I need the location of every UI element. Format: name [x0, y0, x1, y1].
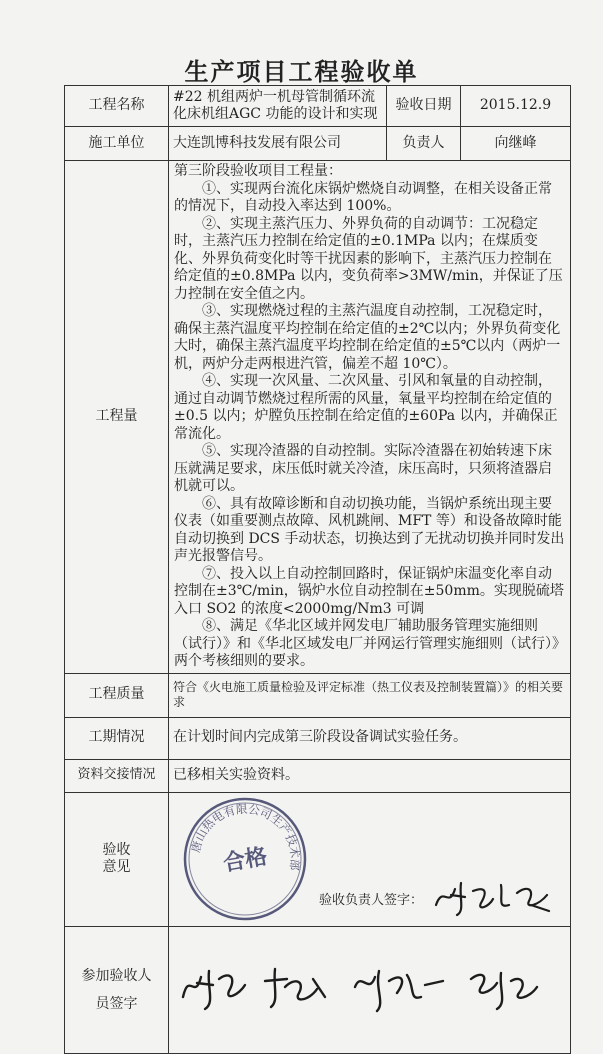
- acceptance-head-signature: [431, 875, 556, 917]
- acceptance-date-value: 2015.12.9: [461, 86, 571, 127]
- row-acceptance: [65, 792, 571, 926]
- acceptance-date-label: 验收日期: [387, 86, 461, 127]
- handover-label: 资料交接情况: [65, 759, 169, 792]
- row-schedule: [65, 717, 571, 759]
- row-contractor: [65, 127, 571, 161]
- participants-signatures-cell: [169, 926, 571, 1053]
- scope-item: ⑤、实现冷渣器的自动控制。实际冷渣器在初始转速下床压就满足要求，床压低时就关冷渣，床压高时，只须将渣器启机就可以。: [174, 443, 552, 494]
- department-stamp: [181, 795, 309, 923]
- scope-label: 工程量: [65, 161, 169, 674]
- page-title: 生产项目工程验收单: [184, 58, 419, 86]
- acceptance-label-line2: 意见: [102, 859, 131, 875]
- participant-signatures: [175, 957, 567, 1015]
- scope-item: ⑦、投入以上自动控制回路时，保证锅炉床温变化率自动控制在±3℃/min，锅炉水位自动控制在±50mm。实现脱硫塔入口 SO2 的浓度<2000mg/Nm3 可调: [174, 565, 564, 617]
- project-name-label: 工程名称: [65, 86, 169, 127]
- row-quality: [65, 673, 571, 717]
- row-handover: [65, 759, 571, 792]
- project-name-value: #22 机组两炉一机母管制循环流化床机组AGC 功能的设计和实现: [169, 86, 387, 127]
- acceptance-label: [65, 792, 169, 926]
- scope-item: ①、实现两台流化床锅炉燃烧自动调整，在相关设备正常的情况下，自动投入率达到 100%。: [174, 180, 552, 214]
- acceptance-form-table: [64, 85, 571, 1054]
- scope-heading: 第三阶段验收项目工程量：: [174, 163, 342, 179]
- scope-item: ②、实现主蒸汽压力、外界负荷的自动调节：工况稳定时，主蒸汽压力控制在给定值的±0.1MPa 以内；在煤质变化、外界负荷变化时等干扰因素的影响下，主蒸汽压力控制在给定值的±0.8MPa 以内，变负荷率>3MW/min，并保证了压力控制在安全值之内。: [174, 215, 563, 302]
- row-project: [65, 86, 571, 127]
- participants-label: [65, 926, 169, 1053]
- row-participants: [65, 926, 571, 1053]
- person-in-charge-value: 向继峰: [461, 127, 571, 161]
- participants-label-line1: 参加验收人: [81, 967, 152, 984]
- quality-value: 符合《火电施工质量检验及评定标准（热工仪表及控制装置篇）》的相关要求: [169, 673, 571, 717]
- scope-item: ⑥、具有故障诊断和自动切换功能，当锅炉系统出现主要仪表（如重要测点故障、风机跳闸、MFT 等）和设备故障时能自动切换到 DCS 手动状态，切换达到了无扰动切换并同时发出声光报警信号。: [174, 495, 565, 564]
- scope-item: ③、实现燃烧过程的主蒸汽温度自动控制，工况稳定时，确保主蒸汽温度平均控制在给定值的±2℃以内；外界负荷变化大时，确保主蒸汽温度平均控制在给定值的±5℃以内（两炉一机，两炉分走两根进汽管，偏差不超 10℃）。: [174, 303, 561, 372]
- participants-label-line2: 员签字: [95, 995, 138, 1012]
- acceptance-signer-label: 验收负责人签字：: [319, 893, 424, 909]
- stamp-center-text: 合格: [221, 843, 270, 877]
- row-scope: [65, 161, 571, 674]
- schedule-label: 工期情况: [65, 717, 169, 759]
- scope-content: [169, 161, 571, 674]
- scope-item: ⑧、满足《华北区域并网发电厂辅助服务管理实施细则（试行）》和《华北区域发电厂并网运行管理实施细则（试行）》两个考核细则的要求。: [174, 618, 559, 669]
- stamp-ring-text: 唐山热电有限公司生产技术部: [188, 801, 303, 871]
- acceptance-label-line1: 验收: [102, 841, 131, 858]
- handover-value: 已移相关实验资料。: [169, 759, 571, 792]
- person-in-charge-label: 负责人: [387, 127, 461, 161]
- scope-item: ④、实现一次风量、二次风量、引风和氧量的自动控制，通过自动调节燃烧过程所需的风量，氧量平均控制在给定值的±0.5 以内；炉膛负压控制在给定值的±60Pa 以内，并确保正常流化。: [174, 373, 558, 442]
- quality-label: 工程质量: [65, 673, 169, 717]
- acceptance-opinion-cell: [169, 792, 571, 926]
- contractor-label: 施工单位: [65, 127, 169, 161]
- contractor-value: 大连凯博科技发展有限公司: [169, 127, 387, 161]
- schedule-value: 在计划时间内完成第三阶段设备调试实验任务。: [169, 717, 571, 759]
